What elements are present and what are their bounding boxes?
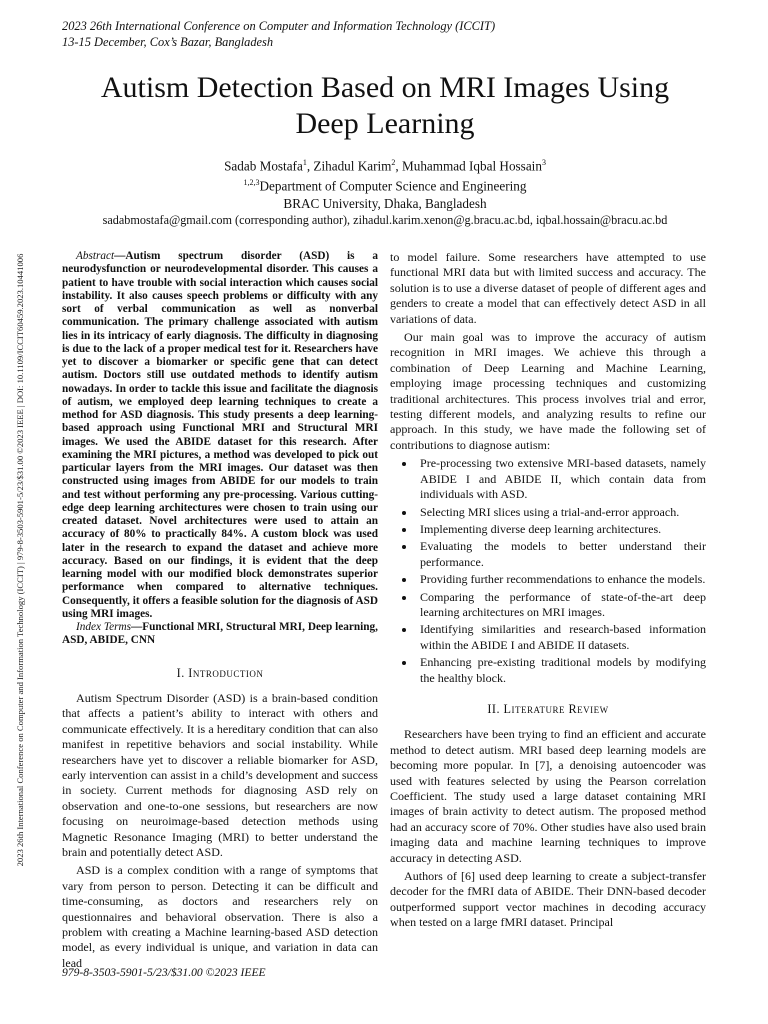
list-item: • Evaluating the models to better understand their performance. <box>416 539 706 570</box>
conference-name: 2023 26th International Conference on Computer and Information Technology (ICCIT) <box>62 19 496 33</box>
author-names: Sadab Mostafa$^1$, Zihadul Karim$^2$, Muhammad Iqbal Hossain$^3$ <box>224 158 546 174</box>
list-item: • Identifying similarities and research-based information within the ABIDE I and ABIDE II datasets. <box>416 622 706 653</box>
section-heading-introduction: I. Introduction <box>176 665 264 680</box>
author-block <box>60 154 710 229</box>
list-item: • Pre-processing two extensive MRI-based datasets, namely ABIDE I and ABIDE II, which contain data from individuals with ASD. <box>416 456 706 502</box>
author-university: BRAC University, Dhaka, Bangladesh <box>283 195 487 211</box>
abstract: Abstract—Autism spectrum disorder (ASD) is a neurodysfunction or neurodevelopmental disorder. This causes a patient to have trouble with social interaction which causes social instability. It also causes speech problems or difficulty with any sort of verbal communication as well as nonverbal communication. The primary challenge associated with autism lies in its intricacy of early diagnosis. The difficulty in diagnosing is due to the lack of a proper medical test for it. Researchers have yet to discover a biomarker or specific gene that can detect autism. Doctors still use outdated methods to identify autism nowadays. In order to tackle this issue and facilitate the diagnosis of autism, we employed deep learning techniques to create a method for ASD diagnosis. This study presents a deep learning-based approach using Functional MRI and Structural MRI images. We used the ABIDE dataset for this research. After examining the MRI pictures, a method was developed to pick out particular layers from the MRI images. Our dataset was then constructed using images from ABIDE for our models to train and test without performing any pre-processing. Various cutting-edge deep learning architectures were chosen to train using our created dataset. Novel architectures were used to attain an accuracy of 80% to practically 84%. A custom block was used later in the research to expand the dataset and achieve more accuracy. Based on our findings, it is evident that the deep learning model with our modified block demonstrates superior performance when compared to alternative techniques. Consequently, it offers a feasible solution for the diagnosis of ASD using MRI images. <box>62 250 378 620</box>
conference-date-location: 13-15 December, Cox’s Bazar, Bangladesh <box>62 35 274 49</box>
intro-paragraph-2: ASD is a complex condition with a range of symptoms that vary from person to person. Detecting it can be difficult and time-consuming, as doctors and researchers rely on questionnaires and behavioral observation. There is also a problem with creating a Machine learning-based ASD detection model, as every individual is unique, and variation in data can lead <box>62 863 378 970</box>
paper-title: Autism Detection Based on MRI Images Using Deep Learning <box>100 71 670 140</box>
right-column <box>390 250 706 934</box>
copyright-footer: 979-8-3503-5901-5/23/$31.00 ©2023 IEEE <box>62 966 266 979</box>
doi-sidebar: 2023 26th International Conference on Computer and Information Technology (ICCIT) | 979-8-3503-5901-5/23/$31.00 ©2023 IEEE | DOI: 10.1109/ICCIT60459.2023.10441006 <box>15 253 25 867</box>
intro-paragraph-2-continued: to model failure. Some researchers have attempted to use functional MRI data but with limited success and accuracy. The solution is to use a diverse dataset of people of different ages and genders to create a model that can effectively detect ASD in all variations of data. <box>390 250 706 326</box>
left-column <box>62 250 378 974</box>
lit-paragraph-2: Authors of [6] used deep learning to create a subject-transfer decoder for the fMRI data of ABIDE. Their DNN-based decoder outperformed support vector machines in decoding accuracy when tested on a large fMRI dataset. Principal <box>390 869 706 930</box>
list-item: • Providing further recommendations to enhance the models. <box>416 572 706 587</box>
conference-header <box>62 18 495 50</box>
list-item: • Implementing diverse deep learning architectures. <box>416 522 706 537</box>
index-terms: Index Terms—Functional MRI, Structural MRI, Deep learning, ASD, ABIDE, CNN <box>62 621 378 647</box>
intro-paragraph-3: Our main goal was to improve the accuracy of autism recognition in MRI images. We achieve this through a combination of Deep Learning and Machine Learning, employing image processing techniques and customizing traditional architectures. This process involves trial and error, testing different models, and analyzing results to refine our approach. In this study, we have made the following set of contributions to diagnose autism: <box>390 330 706 452</box>
intro-paragraph-1: Autism Spectrum Disorder (ASD) is a brain-based condition that affects a patient’s ability to interact with others and communicate effectively. It is a hereditary condition that can also manifest in repetitive behaviors and social instability. While researchers have yet to discover a reliable biomarker for ASD, early intervention can assist in a child’s development and success in society. Current methods for diagnosing ASD rely on observation and one-to-one sessions, but researchers are now focusing on neuroimage-based detection methods using Magnetic Resonance Imaging (MRI) to better understand the brain and potentially detect ASD. <box>62 690 378 859</box>
author-emails: sadabmostafa@gmail.com (corresponding author), zihadul.karim.xenon@g.bracu.ac.bd, iqbal.hossain@bracu.ac.bd <box>102 212 668 227</box>
list-item: • Comparing the performance of state-of-the-art deep learning architectures on MRI images. <box>416 590 706 621</box>
list-item: • Enhancing pre-existing traditional models by modifying the healthy block. <box>416 655 706 686</box>
list-item: • Selecting MRI slices using a trial-and-error approach. <box>416 505 706 520</box>
section-heading-literature-review: II. Literature Review <box>487 701 609 716</box>
author-department: $^{1,2,3}$Department of Computer Science and Engineering <box>243 178 527 194</box>
lit-paragraph-1: Researchers have been trying to find an efficient and accurate method to detect autism. MRI based deep learning models are becoming more popular. In [7], a denoising autoencoder was used with features selected by using the Pearson correlation Coefficient. The study used a large dataset containing MRI images of brain activity to detect autism. The proposed method had an accuracy score of 70%. Other studies have also used brain imaging data and machine learning techniques to improve accuracy in detecting ASD. <box>390 727 706 865</box>
contributions-list <box>390 456 706 686</box>
